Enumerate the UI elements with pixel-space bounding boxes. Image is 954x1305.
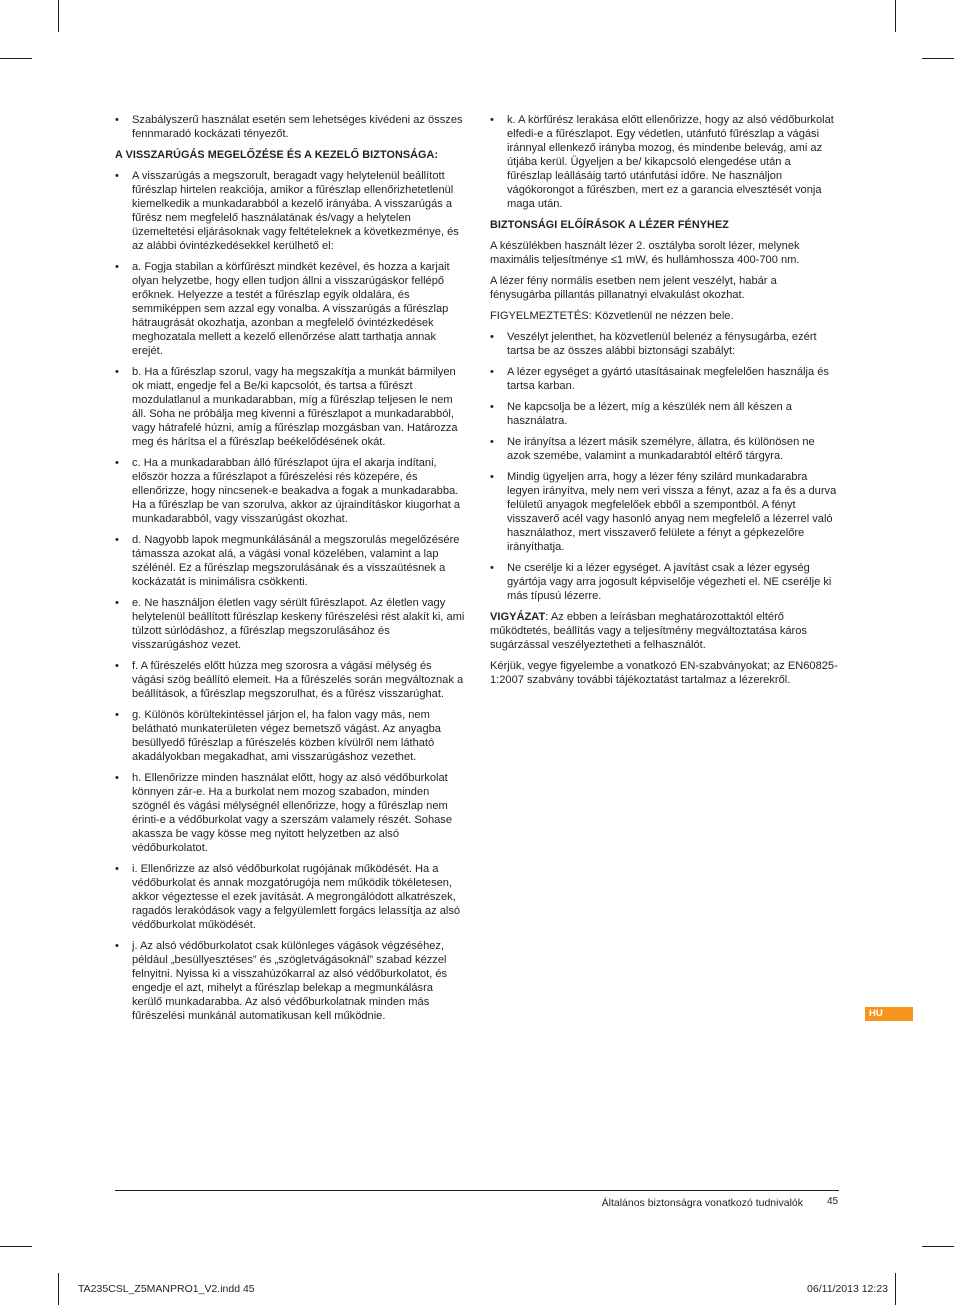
bullet: • [115, 940, 119, 952]
bullet: • [115, 534, 119, 546]
list-item-text: e. Ne használjon életlen vagy sérült fűrészlapot. Az életlen vagy helytelenül beállított fűrészlap keskeny fűrészelési rést alakít ki, ami túlzott súrlódáshoz, a fűrészlap megszorulásához és visszarúgáshoz vezet. [132, 597, 465, 651]
bullet: • [490, 471, 494, 483]
section-heading: A VISSZARÚGÁS MEGELŐZÉSE ÉS A KEZELŐ BIZTONSÁGA: [115, 149, 439, 161]
list-item [490, 561, 838, 603]
bullet: • [115, 170, 119, 182]
list-item [115, 939, 465, 1023]
list-item-text: k. A körfűrész lerakása előtt ellenőrizze, hogy az alsó védőburkolat elfedi-e a fűrészlapot. Egy védetlen, utánfutó fűrészlap a vágási iránnyal ellenkező irányba mozog, és mindenbe belevág, ami az útjába kerül. Ügyeljen a be/ kikapcsoló elengedése után a fűrészlap leállásáig tartó utánfutási időre. Ne használjon vágókorongot a fűrészben, mert ez a garancia elvesztését vonja maga után. [507, 114, 834, 210]
list-item [115, 708, 465, 764]
bullet: • [490, 401, 494, 413]
list-item [115, 771, 465, 855]
list-item [490, 435, 838, 463]
list-item-text: h. Ellenőrizze minden használat előtt, hogy az alsó védőburkolat könnyen zár-e. Ha a burkolat nem mozog szabadon, minden szögnél és vágási mélységnél ellenőrizze, hogy a fűrészlap nem érinti-e a védőburkolat vagy a szerszám valamely részét. Sohase akassza be vagy kösse meg nyitott helyzetben az alsó védőburkolatot. [132, 772, 453, 854]
bullet: • [115, 597, 119, 609]
list-item-text: f. A fűrészelés előtt húzza meg szorosra a vágási mélység és vágási szög beállító elemeit. Ha a fűrészelés során megváltoznak a beállítások, a fűrészlap megszorulhat, és a fűrész visszarúghat. [132, 660, 464, 700]
caution-label: VIGYÁZAT [490, 611, 546, 623]
bullet: • [115, 457, 119, 469]
slug-datetime: 06/11/2013 12:23 [807, 1283, 888, 1295]
bullet: • [115, 772, 119, 784]
list-item-text: Ne kapcsolja be a lézert, míg a készülék nem áll készen a használatra. [507, 401, 792, 427]
list-item-text: i. Ellenőrizze az alsó védőburkolat rugójának működését. Ha a védőburkolat és annak mozgatórugója nem működik tökéletesen, akkor végeztesse el ezek javítását. A megrongálódott alkatrészek, ragadós lerakódások vagy a felgyülemlett forgács lelassítja az alsó védőburkolat működését. [132, 863, 461, 931]
page-number: 45 [827, 1196, 839, 1207]
list-item-text: c. Ha a munkadarabban álló fűrészlapot újra el akarja indítani, először hozza a fűrészlapot a fűrészelési rés közepére, és ellenőrizze, hogy nincsenek-e beakadva a fogak a munkadarabba. Ha a fűrészlap be van szorulva, akkor az újraindításkor kiugorhat a munkadarabból, vagy visszarúgást okozhat. [132, 457, 461, 525]
section-heading: BIZTONSÁGI ELŐÍRÁSOK A LÉZER FÉNYHEZ [490, 219, 729, 231]
bullet: • [490, 436, 494, 448]
slug-filename: TA235CSL_Z5MANPRO1_V2.indd 45 [78, 1283, 255, 1295]
list-item-text: a. Fogja stabilan a körfűrészt mindkét kezével, és hozza a karjait olyan helyzetbe, hogy ellen tudjon állni a visszarúgáskor fellépő erőknek. Helyezze a testét a fűrészlap egyik oldalára, és semmiképpen sem azzal egy vonalba. A visszarúgás a fűrészlap hátraugrását okozhatja, azonban a megfelelő óvintézkedések meghozatala mellett a kezelő ellenőrzése alatt tarthatja annak erejét. [132, 261, 450, 357]
crop-mark [58, 1273, 59, 1305]
list-item-text: b. Ha a fűrészlap szorul, vagy ha megszakítja a munkát bármilyen ok miatt, engedje fel a Be/ki kapcsolót, és tartsa a fűrészt mozdulatlanul a munkadarabban, míg a fűrészlap teljesen le nem áll. Soha ne próbálja meg kivenni a fűrészlapot a munkadarabból, vagy hátrafelé húzni, amíg a fűrészlap mozgásban van. Határozza meg és hárítsa el a fűrészlap beékelődésének okát. [132, 366, 458, 448]
bullet: • [115, 366, 119, 378]
list-item [115, 596, 465, 652]
crop-mark [0, 1246, 32, 1247]
bullet: • [490, 331, 494, 343]
crop-mark [895, 0, 896, 32]
list-item [115, 113, 465, 141]
list-item [115, 169, 465, 253]
bullet: • [490, 562, 494, 574]
paragraph: Kérjük, vegye figyelembe a vonatkozó EN-szabványokat; az EN60825-1:2007 szabvány további tájékoztatást tartalmaz a lézerekről. [490, 660, 838, 686]
crop-mark [58, 0, 59, 32]
right-column [490, 113, 838, 694]
list-item-text: Szabályszerű használat esetén sem lehetséges kivédeni az összes fennmaradó kockázati tényezőt. [132, 114, 463, 140]
list-item-text: Veszélyt jelenthet, ha közvetlenül belenéz a fénysugárba, ezért tartsa be az összes alábbi biztonsági szabályt: [507, 331, 817, 357]
crop-mark [922, 58, 954, 59]
bullet: • [115, 863, 119, 875]
list-item [115, 260, 465, 358]
list-item [490, 400, 838, 428]
list-item [115, 659, 465, 701]
list-item-text: d. Nagyobb lapok megmunkálásánál a megszorulás megelőzésére támassza azokat alá, a vágási vonal közelében, valamint a lap szélénél. Ez a fűrészlap megszorulásának és a visszaütésnek a kockázatát is minimálisra csökkenti. [132, 534, 460, 588]
list-item-text: A lézer egységet a gyártó utasításainak megfelelően használja és tartsa karban. [507, 366, 829, 392]
list-item-text: g. Különös körültekintéssel járjon el, ha falon vagy más, nem belátható munkaterületen végez bemetsző vágást. Az anyagba besüllyedő fűrészlap a fűrészelés közben kívülről nem látható akadályokban megakadhat, ami visszarúgáshoz vezethet. [132, 709, 441, 763]
list-item-text: Mindig ügyeljen arra, hogy a lézer fény szilárd munkadarabra legyen irányítva, mely nem veri vissza a fényt, azaz a fa és a durva felületű anyagok megfelelőek ebből a szempontból. A fényt visszaverő acél vagy hasonló anyag nem megfelelő a lézerrel való használathoz, mert visszaverő felülete a fényt a gépkezelőre irányíthatja. [507, 471, 837, 553]
list-item [115, 365, 465, 449]
paragraph: A készülékben használt lézer 2. osztályba sorolt lézer, melynek maximális teljesítménye ≤1 mW, és hullámhossza 400-700 nm. [490, 240, 800, 266]
list-item-text: Ne irányítsa a lézert másik személyre, állatra, és különösen ne azok szemébe, valamint a munkadarabtól eltérő tárgyra. [507, 436, 815, 462]
list-item [490, 113, 838, 211]
list-item [490, 330, 838, 358]
bullet: • [115, 114, 119, 126]
bullet: • [115, 709, 119, 721]
footer-section-title: Általános biztonságra vonatkozó tudnivalók [601, 1197, 803, 1209]
crop-mark [0, 58, 32, 59]
warning-paragraph: FIGYELMEZTETÉS: Közvetlenül ne nézzen bele. [490, 310, 734, 322]
bullet: • [115, 660, 119, 672]
bullet: • [490, 366, 494, 378]
list-item [490, 470, 838, 554]
footer-divider [115, 1190, 839, 1191]
list-item-text: j. Az alsó védőburkolatot csak különleges vágások végzéséhez, például „besüllyesztéses” és „szögletvágásoknál” szabad kézzel felnyitni. Nyissa ki a visszahúzókarral az alsó védőburkolatot, és engedje el azt, mihelyt a fűrészlap belekap a megmunkálásra kerülő munkadarabba. Az alsó védőburkolatnak minden más fűrészelési munkánál automatikusan kell működnie. [132, 940, 448, 1022]
bullet: • [115, 261, 119, 273]
list-item [115, 862, 465, 932]
paragraph: A lézer fény normális esetben nem jelent veszélyt, habár a fénysugárba pillantás pillanatnyi elvakulást okozhat. [490, 275, 777, 301]
list-item-text: A visszarúgás a megszorult, beragadt vagy helytelenül beállított fűrészlap hirtelen reakciója, amikor a fűrészlap ellenőrizhetetlenül kiemelkedik a munkadarabból a kezelő irányába. A visszarúgás a fűrész nem megfelelő használatának és/vagy a helytelen üzemeltetési eljárásoknak vagy feltételeknek a következménye, és az alábbi óvintézkedésekkel kerülhető el: [132, 170, 459, 252]
language-tab: HU [865, 1007, 913, 1021]
crop-mark [922, 1246, 954, 1247]
list-item [490, 365, 838, 393]
list-item-text: Ne cserélje ki a lézer egységet. A javítást csak a lézer egység gyártója vagy arra jogosult képviselője végezheti el. NE cserélje ki más típusú lézerre. [507, 562, 832, 602]
list-item [115, 456, 465, 526]
crop-mark [895, 1273, 896, 1305]
caution-paragraph [490, 610, 838, 652]
bullet: • [490, 114, 494, 126]
list-item [115, 533, 465, 589]
caution-text: : Az ebben a leírásban meghatározottaktól eltérő működtetés, beállítás vagy a teljesítmény megváltoztatása káros sugárzással veszélyeztetheti a felhasználót. [490, 611, 807, 651]
left-column [115, 113, 465, 1030]
